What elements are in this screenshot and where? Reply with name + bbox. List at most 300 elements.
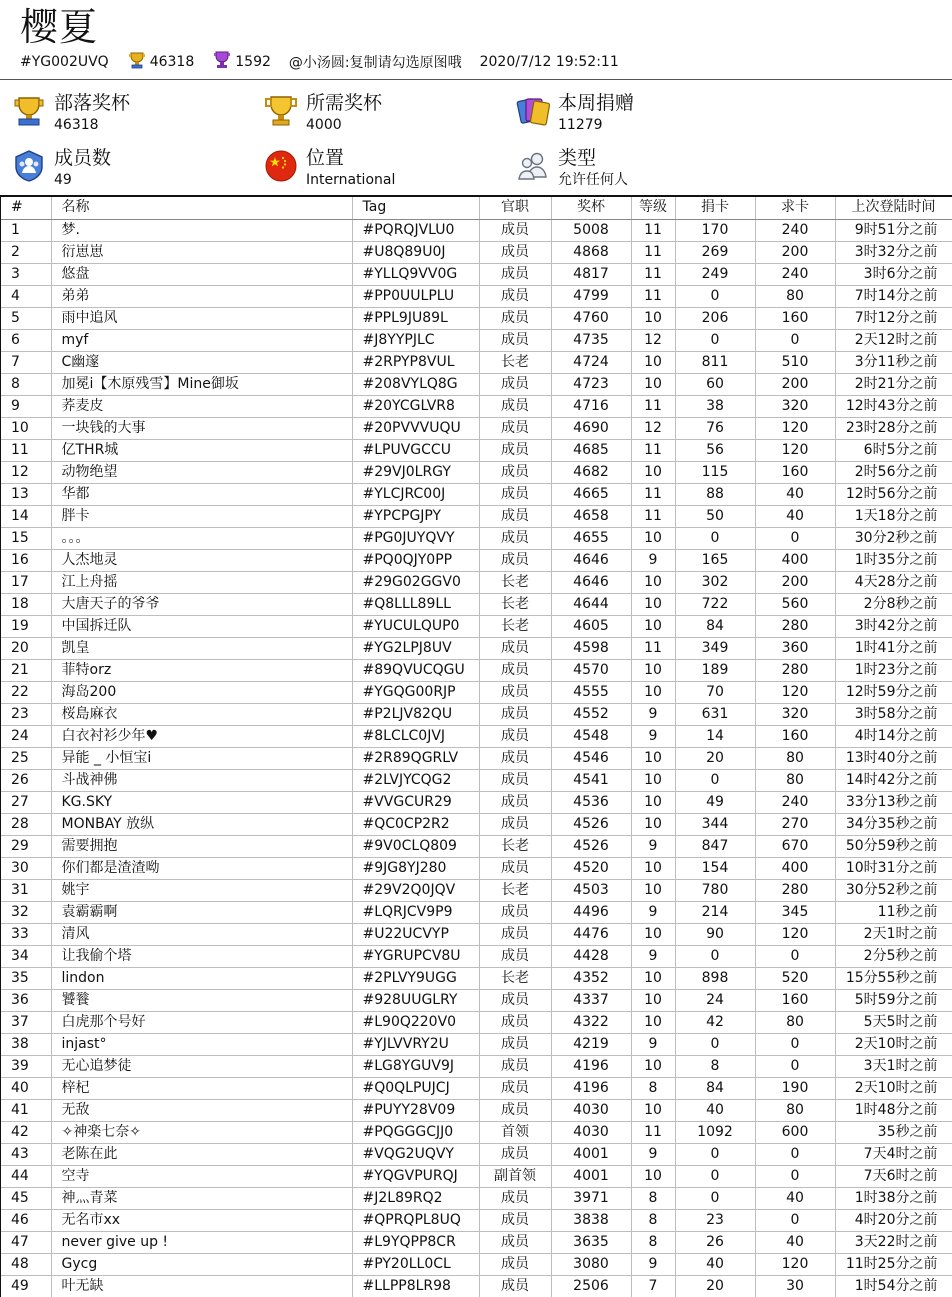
members-table-body — [1, 219, 952, 1297]
member-tag: #89QVUCQGU — [352, 659, 479, 681]
trophy-badge-icon — [12, 94, 46, 128]
stat-clan-trophies-label: 部落奖杯 — [54, 92, 131, 114]
member-name: injast° — [51, 1033, 352, 1055]
table-row — [1, 967, 952, 989]
member-name: 叶无缺 — [51, 1275, 352, 1297]
member-level: 8 — [631, 1077, 675, 1099]
table-row — [1, 461, 952, 483]
member-last-seen: 1时48分之前 — [835, 1099, 952, 1121]
table-row — [1, 219, 952, 241]
table-row — [1, 505, 952, 527]
member-donated: 0 — [675, 1165, 755, 1187]
member-tag: #9JG8YJ280 — [352, 857, 479, 879]
member-tag: #2RPYP8VUL — [352, 351, 479, 373]
member-index: 14 — [1, 505, 51, 527]
member-index: 41 — [1, 1099, 51, 1121]
member-name: 荞麦皮 — [51, 395, 352, 417]
member-level: 9 — [631, 725, 675, 747]
member-donated: 70 — [675, 681, 755, 703]
member-requested: 190 — [755, 1077, 835, 1099]
member-trophies: 4658 — [551, 505, 631, 527]
member-last-seen: 3天1时之前 — [835, 1055, 952, 1077]
member-donated: 349 — [675, 637, 755, 659]
member-role: 成员 — [479, 1143, 551, 1165]
member-name: 饕餮 — [51, 989, 352, 1011]
member-tag: #YLLQ9VV0G — [352, 263, 479, 285]
member-level: 9 — [631, 945, 675, 967]
stat-type-label: 类型 — [558, 147, 597, 169]
member-last-seen: 30分2秒之前 — [835, 527, 952, 549]
table-row — [1, 307, 952, 329]
member-requested: 345 — [755, 901, 835, 923]
member-name: MONBAY 放纵 — [51, 813, 352, 835]
member-trophies: 4598 — [551, 637, 631, 659]
member-donated: 84 — [675, 615, 755, 637]
member-requested: 0 — [755, 1055, 835, 1077]
member-role: 成员 — [479, 461, 551, 483]
member-level: 10 — [631, 1055, 675, 1077]
member-tag: #LLPP8LR98 — [352, 1275, 479, 1297]
member-requested: 0 — [755, 1033, 835, 1055]
member-level: 10 — [631, 747, 675, 769]
member-tag: #208VYLQ8G — [352, 373, 479, 395]
member-level: 10 — [631, 571, 675, 593]
member-last-seen: 35秒之前 — [835, 1121, 952, 1143]
member-role: 成员 — [479, 439, 551, 461]
member-requested: 80 — [755, 769, 835, 791]
member-requested: 120 — [755, 681, 835, 703]
member-name: 神灬青菜 — [51, 1187, 352, 1209]
member-tag: #29VJ0LRGY — [352, 461, 479, 483]
member-trophies: 4001 — [551, 1165, 631, 1187]
table-row — [1, 1011, 952, 1033]
table-row — [1, 923, 952, 945]
member-requested: 0 — [755, 329, 835, 351]
member-name: 华都 — [51, 483, 352, 505]
member-level: 10 — [631, 879, 675, 901]
member-index: 40 — [1, 1077, 51, 1099]
member-donated: 631 — [675, 703, 755, 725]
member-level: 10 — [631, 373, 675, 395]
member-requested: 0 — [755, 1165, 835, 1187]
member-index: 4 — [1, 285, 51, 307]
stat-weekly-donations — [516, 80, 634, 134]
member-donated: 0 — [675, 769, 755, 791]
member-trophies: 4682 — [551, 461, 631, 483]
member-donated: 14 — [675, 725, 755, 747]
member-level: 10 — [631, 307, 675, 329]
member-role: 成员 — [479, 637, 551, 659]
member-donated: 302 — [675, 571, 755, 593]
member-donated: 811 — [675, 351, 755, 373]
member-trophies: 3838 — [551, 1209, 631, 1231]
member-name: 空寺 — [51, 1165, 352, 1187]
table-row — [1, 945, 952, 967]
member-donated: 165 — [675, 549, 755, 571]
member-index: 24 — [1, 725, 51, 747]
member-index: 43 — [1, 1143, 51, 1165]
member-trophies: 4570 — [551, 659, 631, 681]
table-row — [1, 659, 952, 681]
member-index: 16 — [1, 549, 51, 571]
table-row — [1, 527, 952, 549]
member-requested: 360 — [755, 637, 835, 659]
member-requested: 400 — [755, 549, 835, 571]
member-requested: 240 — [755, 219, 835, 241]
member-donated: 189 — [675, 659, 755, 681]
member-level: 9 — [631, 901, 675, 923]
member-level: 9 — [631, 1033, 675, 1055]
member-index: 34 — [1, 945, 51, 967]
member-role: 成员 — [479, 747, 551, 769]
table-row — [1, 483, 952, 505]
member-tag: #J8YYPJLC — [352, 329, 479, 351]
members-table — [1, 197, 952, 1297]
member-last-seen: 3时58分之前 — [835, 703, 952, 725]
member-index: 48 — [1, 1253, 51, 1275]
member-index: 23 — [1, 703, 51, 725]
member-requested: 560 — [755, 593, 835, 615]
clan-tag: #YG002UVQ — [20, 54, 109, 70]
member-trophies: 3635 — [551, 1231, 631, 1253]
stat-members-value: 49 — [54, 172, 72, 188]
member-last-seen: 11秒之前 — [835, 901, 952, 923]
member-role: 成员 — [479, 791, 551, 813]
member-last-seen: 1时41分之前 — [835, 637, 952, 659]
member-index: 20 — [1, 637, 51, 659]
member-requested: 160 — [755, 461, 835, 483]
member-role: 成员 — [479, 703, 551, 725]
member-name: 弟弟 — [51, 285, 352, 307]
member-trophies: 4605 — [551, 615, 631, 637]
member-donated: 90 — [675, 923, 755, 945]
member-last-seen: 14时42分之前 — [835, 769, 952, 791]
member-last-seen: 7时14分之前 — [835, 285, 952, 307]
member-trophies: 4735 — [551, 329, 631, 351]
stat-clan-trophies — [12, 80, 130, 134]
member-requested: 40 — [755, 483, 835, 505]
member-level: 11 — [631, 285, 675, 307]
member-level: 11 — [631, 263, 675, 285]
column-header-donated[interactable]: 捐卡 — [675, 197, 755, 219]
member-donated: 269 — [675, 241, 755, 263]
member-name: 白虎那个号好 — [51, 1011, 352, 1033]
member-donated: 249 — [675, 263, 755, 285]
member-tag: #29V2Q0JQV — [352, 879, 479, 901]
member-last-seen: 2天10时之前 — [835, 1033, 952, 1055]
member-requested: 80 — [755, 1099, 835, 1121]
member-last-seen: 7时12分之前 — [835, 307, 952, 329]
member-trophies: 4555 — [551, 681, 631, 703]
member-name: lindon — [51, 967, 352, 989]
member-donated: 50 — [675, 505, 755, 527]
member-trophies: 4644 — [551, 593, 631, 615]
member-name: 中国拆迁队 — [51, 615, 352, 637]
member-level: 8 — [631, 1231, 675, 1253]
member-tag: #2PLVY9UGG — [352, 967, 479, 989]
member-last-seen: 3时32分之前 — [835, 241, 952, 263]
member-index: 21 — [1, 659, 51, 681]
member-donated: 26 — [675, 1231, 755, 1253]
member-requested: 0 — [755, 527, 835, 549]
member-last-seen: 1时38分之前 — [835, 1187, 952, 1209]
stat-location-value: International — [306, 172, 396, 188]
member-last-seen: 7天6时之前 — [835, 1165, 952, 1187]
column-header-requested[interactable]: 求卡 — [755, 197, 835, 219]
member-name: 需要拥抱 — [51, 835, 352, 857]
member-index: 33 — [1, 923, 51, 945]
member-name: 人杰地灵 — [51, 549, 352, 571]
member-index: 37 — [1, 1011, 51, 1033]
member-donated: 40 — [675, 1253, 755, 1275]
member-role: 成员 — [479, 285, 551, 307]
member-requested: 80 — [755, 1011, 835, 1033]
member-role: 成员 — [479, 923, 551, 945]
member-index: 15 — [1, 527, 51, 549]
member-donated: 38 — [675, 395, 755, 417]
table-row — [1, 241, 952, 263]
member-index: 42 — [1, 1121, 51, 1143]
member-name: 梦. — [51, 219, 352, 241]
member-index: 26 — [1, 769, 51, 791]
member-trophies: 4536 — [551, 791, 631, 813]
member-requested: 120 — [755, 923, 835, 945]
member-name: 加冕i【木原残雪】Mine御坂 — [51, 373, 352, 395]
column-header-tag[interactable]: Tag — [352, 197, 479, 219]
member-tag: #2LVJYCQG2 — [352, 769, 479, 791]
table-row — [1, 769, 952, 791]
table-row — [1, 747, 952, 769]
member-level: 8 — [631, 1187, 675, 1209]
member-donated: 214 — [675, 901, 755, 923]
member-requested: 160 — [755, 725, 835, 747]
stat-weekly-donations-value: 11279 — [558, 117, 603, 133]
member-level: 9 — [631, 1253, 675, 1275]
member-donated: 0 — [675, 945, 755, 967]
clan-meta-row — [20, 50, 637, 74]
member-index: 49 — [1, 1275, 51, 1297]
member-requested: 120 — [755, 1253, 835, 1275]
member-role: 成员 — [479, 1055, 551, 1077]
member-donated: 0 — [675, 329, 755, 351]
member-last-seen: 11时25分之前 — [835, 1253, 952, 1275]
member-role: 成员 — [479, 483, 551, 505]
member-name: 姚宇 — [51, 879, 352, 901]
member-last-seen: 1时35分之前 — [835, 549, 952, 571]
member-last-seen: 12时56分之前 — [835, 483, 952, 505]
member-trophies: 4541 — [551, 769, 631, 791]
member-trophies: 4219 — [551, 1033, 631, 1055]
member-donated: 0 — [675, 1033, 755, 1055]
table-row — [1, 791, 952, 813]
member-trophies: 2506 — [551, 1275, 631, 1297]
member-index: 13 — [1, 483, 51, 505]
member-name: 菲特orz — [51, 659, 352, 681]
member-index: 2 — [1, 241, 51, 263]
member-last-seen: 3天22时之前 — [835, 1231, 952, 1253]
member-level: 9 — [631, 703, 675, 725]
table-row — [1, 351, 952, 373]
member-trophies: 4817 — [551, 263, 631, 285]
member-index: 25 — [1, 747, 51, 769]
member-level: 9 — [631, 835, 675, 857]
member-tag: #P2LJV82QU — [352, 703, 479, 725]
member-index: 32 — [1, 901, 51, 923]
member-name: 梓杞 — [51, 1077, 352, 1099]
member-index: 11 — [1, 439, 51, 461]
member-tag: #2R89QGRLV — [352, 747, 479, 769]
trophy-badge-icon — [127, 50, 147, 74]
member-level: 10 — [631, 989, 675, 1011]
member-last-seen: 23时28分之前 — [835, 417, 952, 439]
member-level: 10 — [631, 659, 675, 681]
member-last-seen: 12时59分之前 — [835, 681, 952, 703]
member-donated: 60 — [675, 373, 755, 395]
member-donated: 24 — [675, 989, 755, 1011]
member-index: 45 — [1, 1187, 51, 1209]
member-trophies: 4665 — [551, 483, 631, 505]
member-role: 成员 — [479, 769, 551, 791]
table-row — [1, 681, 952, 703]
member-level: 8 — [631, 1209, 675, 1231]
member-tag: #9V0CLQ809 — [352, 835, 479, 857]
member-trophies: 4428 — [551, 945, 631, 967]
table-row — [1, 263, 952, 285]
member-last-seen: 3时42分之前 — [835, 615, 952, 637]
member-requested: 160 — [755, 307, 835, 329]
purple-trophy-icon — [212, 50, 232, 74]
column-header-last-seen[interactable]: 上次登陆时间 — [835, 197, 952, 219]
member-tag: #L9YQPP8CR — [352, 1231, 479, 1253]
member-name: 海岛200 — [51, 681, 352, 703]
member-role: 成员 — [479, 527, 551, 549]
column-header-name[interactable]: 名称 — [51, 197, 352, 219]
member-tag: #VVGCUR29 — [352, 791, 479, 813]
member-index: 47 — [1, 1231, 51, 1253]
member-tag: #Q0QLPUJCJ — [352, 1077, 479, 1099]
member-trophies: 4799 — [551, 285, 631, 307]
stat-weekly-donations-label: 本周捐赠 — [558, 92, 635, 114]
member-level: 10 — [631, 593, 675, 615]
member-trophies: 4685 — [551, 439, 631, 461]
member-tag: #PUYY28V09 — [352, 1099, 479, 1121]
member-index: 3 — [1, 263, 51, 285]
column-header-index[interactable]: # — [1, 197, 51, 219]
member-name: 衍崽崽 — [51, 241, 352, 263]
member-index: 46 — [1, 1209, 51, 1231]
member-last-seen: 2分8秒之前 — [835, 593, 952, 615]
table-row — [1, 1253, 952, 1275]
member-index: 10 — [1, 417, 51, 439]
member-tag: #20YCGLVR8 — [352, 395, 479, 417]
china-flag-icon — [264, 149, 298, 183]
member-donated: 170 — [675, 219, 755, 241]
member-level: 10 — [631, 615, 675, 637]
table-row — [1, 989, 952, 1011]
member-index: 5 — [1, 307, 51, 329]
member-role: 成员 — [479, 417, 551, 439]
member-trophies: 4552 — [551, 703, 631, 725]
member-role: 成员 — [479, 989, 551, 1011]
member-index: 6 — [1, 329, 51, 351]
member-tag: #Q8LLL89LL — [352, 593, 479, 615]
member-tag: #YQGVPURQJ — [352, 1165, 479, 1187]
member-tag: #8LCLC0JVJ — [352, 725, 479, 747]
member-role: 成员 — [479, 373, 551, 395]
table-row — [1, 1033, 952, 1055]
member-role: 成员 — [479, 1253, 551, 1275]
member-last-seen: 2分5秒之前 — [835, 945, 952, 967]
member-role: 成员 — [479, 1209, 551, 1231]
stat-required-trophies — [264, 80, 382, 134]
member-level: 7 — [631, 1275, 675, 1297]
member-tag: #PP0UULPLU — [352, 285, 479, 307]
member-index: 18 — [1, 593, 51, 615]
member-requested: 280 — [755, 659, 835, 681]
column-header-role[interactable]: 官职 — [479, 197, 551, 219]
member-tag: #LG8YGUV9J — [352, 1055, 479, 1077]
member-name: 清风 — [51, 923, 352, 945]
member-level: 11 — [631, 439, 675, 461]
member-trophies: 4476 — [551, 923, 631, 945]
member-index: 27 — [1, 791, 51, 813]
member-index: 1 — [1, 219, 51, 241]
member-name: ✧神楽七奈✧ — [51, 1121, 352, 1143]
member-requested: 120 — [755, 417, 835, 439]
member-trophies: 4760 — [551, 307, 631, 329]
member-name: 动物绝望 — [51, 461, 352, 483]
member-index: 17 — [1, 571, 51, 593]
table-row — [1, 1121, 952, 1143]
member-last-seen: 33分13秒之前 — [835, 791, 952, 813]
member-donated: 115 — [675, 461, 755, 483]
member-name: 异能 _ 小恒宝i — [51, 747, 352, 769]
member-name: 悠盘 — [51, 263, 352, 285]
table-row — [1, 1055, 952, 1077]
member-donated: 88 — [675, 483, 755, 505]
member-tag: #YUCULQUP0 — [352, 615, 479, 637]
member-last-seen: 10时31分之前 — [835, 857, 952, 879]
member-trophies: 4655 — [551, 527, 631, 549]
member-role: 长老 — [479, 571, 551, 593]
member-donated: 84 — [675, 1077, 755, 1099]
member-last-seen: 3分11秒之前 — [835, 351, 952, 373]
member-trophies: 4001 — [551, 1143, 631, 1165]
member-requested: 0 — [755, 1143, 835, 1165]
member-trophies: 3971 — [551, 1187, 631, 1209]
clan-name: 樱夏 — [20, 5, 99, 49]
member-name: 让我偷个塔 — [51, 945, 352, 967]
member-role: 成员 — [479, 681, 551, 703]
member-requested: 240 — [755, 791, 835, 813]
member-role: 长老 — [479, 879, 551, 901]
member-requested: 30 — [755, 1275, 835, 1297]
member-last-seen: 4天28分之前 — [835, 571, 952, 593]
member-role: 首领 — [479, 1121, 551, 1143]
member-trophies: 4503 — [551, 879, 631, 901]
member-name: KG.SKY — [51, 791, 352, 813]
member-last-seen: 6时5分之前 — [835, 439, 952, 461]
member-requested: 510 — [755, 351, 835, 373]
member-trophies: 4030 — [551, 1121, 631, 1143]
member-role: 长老 — [479, 593, 551, 615]
column-header-level[interactable]: 等级 — [631, 197, 675, 219]
member-level: 11 — [631, 483, 675, 505]
column-header-trophies[interactable]: 奖杯 — [551, 197, 631, 219]
member-tag: #L90Q220V0 — [352, 1011, 479, 1033]
clan-trophies-meta-value: 46318 — [149, 54, 195, 70]
member-role: 成员 — [479, 329, 551, 351]
